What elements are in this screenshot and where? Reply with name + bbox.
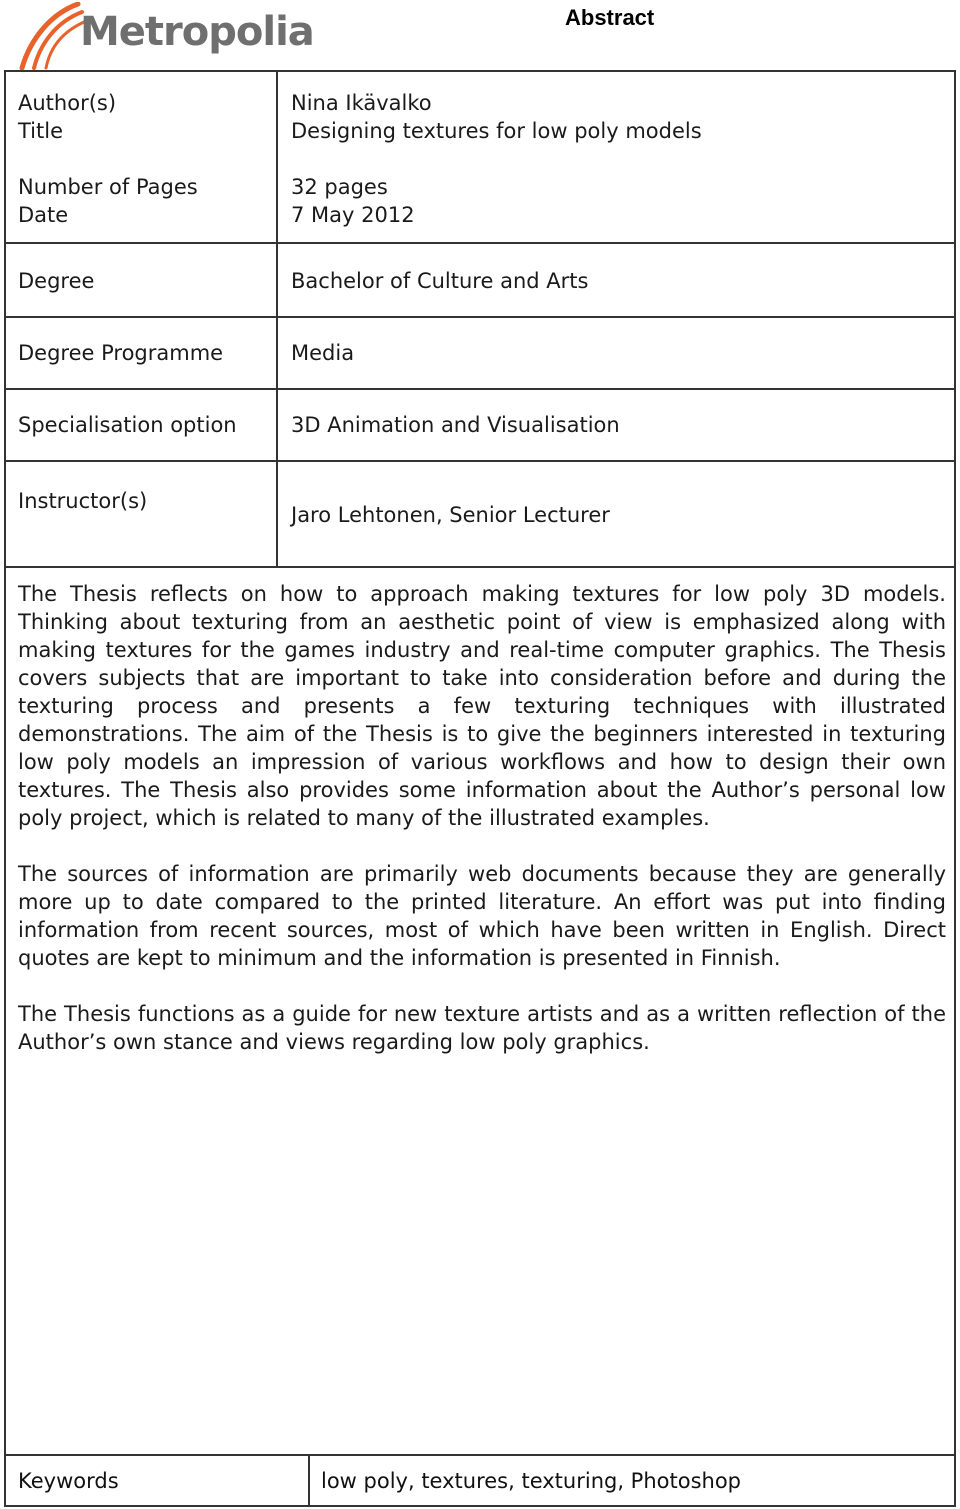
logo-swoosh-icon	[16, 2, 86, 72]
metropolia-logo	[16, 2, 326, 72]
title-value: Designing textures for low poly models	[291, 119, 702, 143]
abstract-body	[18, 580, 946, 1084]
abstract-paragraph: The sources of information are primarily web documents because they are generally more up to date compared to the printed literature. An effort was put into finding information from recent sources, most of which have been written in English. Direct quotes are kept to minimum and the information is presented in Finnish.	[18, 862, 946, 970]
authors-value: Nina Ikävalko	[291, 91, 432, 115]
specialisation-label: Specialisation option	[18, 413, 237, 437]
specialisation-value: 3D Animation and Visualisation	[291, 413, 620, 437]
column-divider	[276, 72, 278, 566]
pages-label: Number of Pages	[18, 175, 198, 199]
abstract-paragraph: The Thesis reflects on how to approach making textures for low poly 3D models. Thinking about texturing from an aesthetic point of view is emphasized along with making textures for the games industry and real-time computer graphics. The Thesis covers subjects that are important to take into consideration before and during the texturing process and presents a few texturing techniques with illustrated demonstrations. The aim of the Thesis is to give the beginners interested in texturing low poly models an impression of various workflows and how to design their own textures. The Thesis also provides some information about the Author’s personal low poly project, which is related to many of the illustrated examples.	[18, 582, 946, 830]
instructors-label: Instructor(s)	[18, 489, 148, 513]
keywords-value: low poly, textures, texturing, Photoshop	[321, 1469, 742, 1493]
row-divider	[6, 566, 954, 568]
programme-value: Media	[291, 341, 355, 365]
column-divider	[308, 1454, 310, 1506]
degree-value: Bachelor of Culture and Arts	[291, 269, 589, 293]
authors-label: Author(s)	[18, 91, 117, 115]
page-title: Abstract	[565, 5, 655, 30]
title-label: Title	[18, 119, 64, 143]
degree-label: Degree	[18, 269, 95, 293]
pages-value: 32 pages	[291, 175, 388, 199]
row-divider	[6, 388, 954, 390]
programme-label: Degree Programme	[18, 341, 224, 365]
row-divider	[6, 316, 954, 318]
date-label: Date	[18, 203, 69, 227]
row-divider	[6, 242, 954, 244]
instructors-value: Jaro Lehtonen, Senior Lecturer	[291, 503, 610, 527]
row-divider	[6, 460, 954, 462]
abstract-form	[4, 70, 956, 1507]
abstract-paragraph: The Thesis functions as a guide for new texture artists and as a written reflection of the Author’s own stance and views regarding low poly graphics.	[18, 1002, 946, 1054]
keywords-label: Keywords	[18, 1469, 119, 1493]
date-value: 7 May 2012	[291, 203, 415, 227]
logo-wordmark: Metropolia	[80, 9, 314, 55]
row-divider	[6, 1454, 954, 1456]
